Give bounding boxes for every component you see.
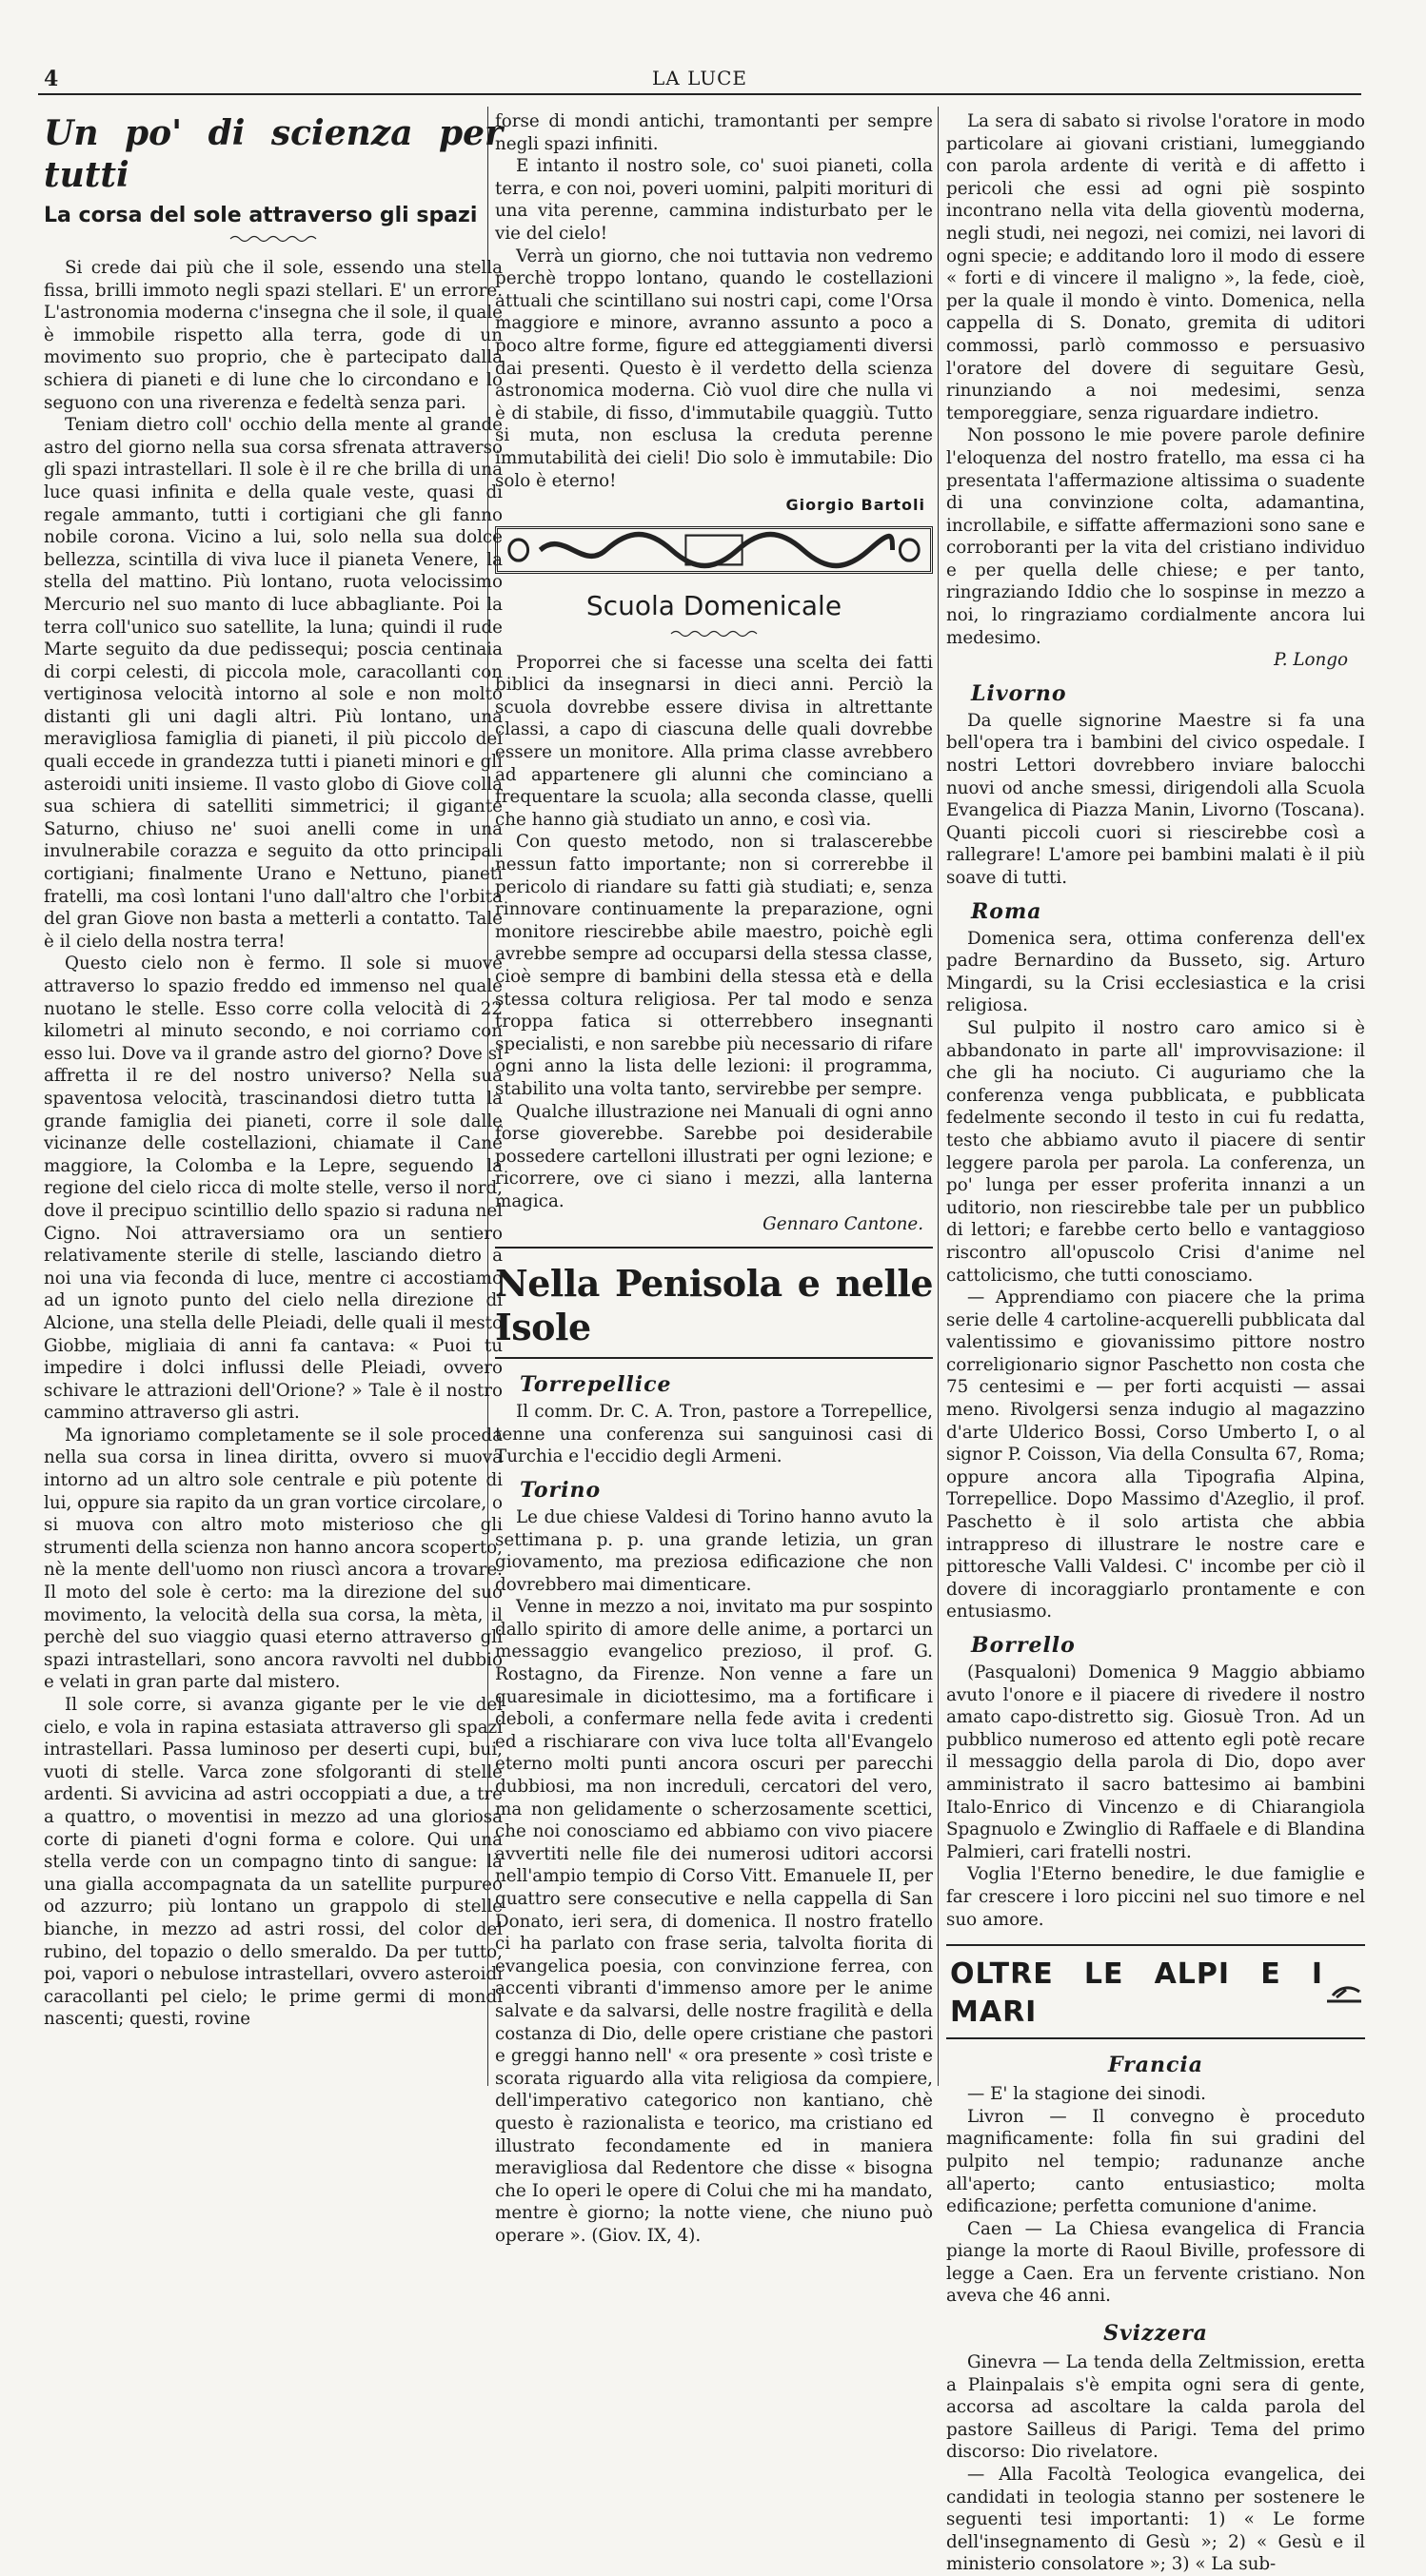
paragraph: Voglia l'Eterno benedire, le due famiglie e far crescere i loro piccini nel suo timore e nel suo amore. <box>946 1864 1365 1930</box>
column-rule <box>938 107 939 2086</box>
paragraph: Verrà un giorno, che noi tuttavia non vedremo perchè troppo lontano, quando le costellazioni attuali che scintillano sui nostri capi, come l'Orsa maggiore e minore, avranno assunto a poco a poco altre forme, figure ed atteggiamenti diversi dai presenti. Questo è il verdetto della scienza astronomica moderna. Ciò vuol dire che nulla vi è di stabile, di fisso, d'immutabile quaggiù. Tutto si muta, non esclusa la creduta perenne immutabilità dei cieli! Dio solo è immutabile: Dio solo è eterno! <box>495 246 933 491</box>
country-heading: Svizzera <box>1103 2321 1208 2347</box>
paragraph: Teniam dietro coll' occhio della mente al grande astro del giorno nella sua corsa sfrenata attraverso gli spazi intrastellari. Il sole è il re che brilla di una luce quasi infinita e della quale veste, quasi di regale ammanto, tutti i cortigiani che gli fanno nobile corona. Vicino a lui, solo nella sua dolce bellezza, scintilla di viva luce il pianeta Venere, la stella del mattino. Più lontano, ruota velocissimo Mercurio nel suo manto di luce abbagliante. Poi la terra coll'unico suo satellite, la luna; quindi il rude Marte seguito da due pedissequi; poscia centinaia di corpi celesti, di piccola mole, caracollanti con vertiginosa velocità intorno al sole e non molto distanti gli uni dagli altri. Più lontano, una meravigliosa famiglia di pianeti, il più piccolo dei quali eccede in grandezza tutti i pianeti minori e gli asteroidi uniti insieme. Il vasto globo di Giove colla sua schiera di satelliti simmetrici; il gigante Saturno, chiuso ne' suoi anelli come in una invulnerabile corazza e seguito da otto principali cortigiani; finalmente Urano e Nettuno, pianeti fratelli, ma così lontani l'uno dall'altro che l'orbita del gran Giove non basta a metterli a contatto. Tale è il cielo della nostra terra! <box>44 415 503 952</box>
paragraph: E intanto il nostro sole, co' suoi pianeti, colla terra, e con noi, poveri uomini, palpiti morituri di una vita perenne, cammina indisturbato per le vie del cielo! <box>495 156 933 244</box>
author-signature: Gennaro Cantone. <box>763 1213 923 1234</box>
banner-title: OLTRE LE ALPI E I MARI <box>950 1957 1323 2030</box>
paragraph: — E' la stagione dei sinodi. <box>967 2084 1206 2105</box>
section-banner <box>946 1944 1365 2039</box>
column-1 <box>44 110 503 2080</box>
paragraph: — Alla Facoltà Teologica evangelica, dei candidati in teologia stanno per sostenere le seguenti tesi importanti: 1) « Le forme dell'insegnamento di Gesù »; 2) « Gesù e il ministerio consolatore »; 3) « La sub- <box>946 2465 1365 2575</box>
paragraph: forse di mondi antichi, tramontanti per sempre negli spazi infiniti. <box>495 111 933 154</box>
section-title: Scuola Domenicale <box>585 589 842 621</box>
ornament-icon <box>498 529 930 571</box>
paragraph: Livron — Il convegno è proceduto magnificamente: folla fin sui gradini del pulpito nel tempio; radunanze anche all'aperto; canto entusiastico; molta edificazione; perfetta comunione d'anime. <box>946 2106 1365 2217</box>
paragraph: Sul pulpito il nostro caro amico si è abbandonato in parte all' improvvisazione: il che gli ha nociuto. Ci auguriamo che la conferenza venga pubblicata, e pubblicata fedelmente secondo il testo in cui fu redatta, testo che abbiamo avuto il piacere di sentir leggere parola per parola. La conferenza, un po' lunga per esser proferita innanzi a un uditorio, non riescirebbe tale per un pubblico di lettori; e farebbe certo bello e vantaggioso riscontro all'opuscolo Crisi d'anime nel cattolicismo, che tutti conosciamo. <box>946 1017 1365 1286</box>
section-heading: Nella Penisola e nelle Isole <box>495 1247 933 1359</box>
paragraph: Il comm. Dr. C. A. Tron, pastore a Torrepellice, tenne una conferenza sui sanguinosi casi di Turchia e l'eccidio degli Armeni. <box>495 1402 933 1467</box>
place-heading: Torrepellice <box>520 1372 672 1398</box>
article-subtitle: La corsa del sole attraverso gli spazi <box>44 204 478 227</box>
column-2 <box>495 110 933 2246</box>
paragraph: Con questo metodo, non si tralascerebbe nessun fatto importante; non si correrebbe il pericolo di riandare su fatti già studiati; e, senza rinnovare continuamente la preparazione, ogni monitore riescirebbe abile maestro, poichè egli avrebbe sempre ad occuparsi della stessa classe, cioè sempre di bambini della stessa età e della stessa coltura religiosa. Per tal modo e senza troppa fatica si otterrebbero insegnanti specialisti, e non sarebbe più necessario di rifare ogni anno la lista delle lezioni: il programma, stabilito una volta tanto, servirebbe per sempre. <box>495 832 933 1099</box>
wavy-divider <box>230 234 316 244</box>
paragraph: Ginevra — La tenda della Zeltmission, eretta a Plainpalais s'è empita ogni sera di gente, accorsa ad ascoltare la calda parola del pastore Sailleus di Parigi. Tema del primo discorso: Dio rivelatore. <box>946 2352 1365 2463</box>
author-signature: Giorgio Bartoli <box>785 496 925 515</box>
article-title: Un po' di scienza per tutti <box>44 113 503 195</box>
place-heading: Torino <box>520 1477 602 1503</box>
paragraph: Il sole corre, si avanza gigante per le vie del cielo, e vola in rapina estasiata attraverso gli spazi intrastellari. Passa luminoso per deserti cupi, bui, vuoti di stelle. Varca zone sfolgoranti di stelle ardenti. Si avvicina ad astri occoppiati a due, a tre a quattro, o moventisi in mezzo ad una gloriosa corte di pianeti d'ogni forma e colore. Qui una stella verde con un compagno tinto di sangue: là una gialla accompagnata da un satellite purpureo od azzurro; più lontano un grappolo di stelle bianche, in mezzo ad astri rossi, del color del rubino, del topazio o dello smeraldo. Da per tutto, poi, vapori o nebulose intrastellari, ovvero asteroidi caracollanti pel cielo; le prime germi di mondi nascenti; questi, rovine <box>44 1695 503 2030</box>
feather-icon <box>1323 1982 1365 2005</box>
paragraph: (Pasqualoni) Domenica 9 Maggio abbiamo avuto l'onore e il piacere di rivedere il nostro amato capo-distretto sig. Giosuè Tron. Ad un pubblico numeroso ed attento egli potè recare il messaggio della parola di Dio, dopo aver amministrato il sacro battesimo ai bambini Italo-Enrico di Vincenzo e di Chiarangiola Spagnuolo e Zwinglio di Raffaele e di Blandina Palmieri, cari fratelli nostri. <box>946 1662 1365 1862</box>
paragraph: Da quelle signorine Maestre si fa una bell'opera tra i bambini del civico ospedale. I nostri Lettori dovrebbero inviare balocchi nuovi od anche smessi, dirigendoli alla Scuola Evangelica di Piazza Manin, Livorno (Toscana). Quanti piccoli cuori si riescirebbe così a rallegrare! L'amore pei bambini malati è il più soave di tutti. <box>946 710 1365 888</box>
paragraph: — Apprendiamo con piacere che la prima serie delle 4 cartoline-acquerelli pubblicata dal valentissimo e giovanissimo pittore nostro correligionario signor Paschetto non costa che 75 centesimi e — per forti acquisti — assai meno. Rivolgersi senza indugio al magazzino d'arte Ulderico Bossi, Corso Umberto I, o al signor P. Coisson, Via della Consulta 67, Roma; oppure ancora alla Tipografia Alpina, Torrepellice. Dopo Massimo d'Azeglio, il prof. Paschetto è il solo artista che abbia intrappreso di illustrare le nostre care e pittoresche Valli Valdesi. C' incombe per ciò il dovere di incoraggiarlo prontamente e con entusiasmo. <box>946 1288 1365 1622</box>
paragraph: Questo cielo non è fermo. Il sole si muove attraverso lo spazio freddo ed immenso nel quale nuotano le stelle. Esso corre colla velocità di 22 kilometri al minuto secondo, e noi corriamo con esso lui. Dove va il grande astro del giorno? Dove si affretta il re del nostro universo? Nella sua spaventosa velocità, trascinandosi dietro tutta la grande famiglia dei pianeti, corre il sole dalle vicinanze delle costellazioni, chiamate il Cane maggiore, la Colomba e la Lepre, seguendo la regione del cielo ricca di molte stelle, verso il nord, dove il precipuo scintillio dello spazio si raduna nel Cigno. Noi attraversiamo ora un sentiero relativamente sterile di stelle, lasciando dietro a noi una via feconda di luce, mentre ci accostiamo ad un ignoto punto del cielo nella direzione di Alcione, una stella delle Pleiadi, delle quali il mesto Giobbe, migliaia di anni fa cantava: « Puoi tu impedire i dolci influssi delle Pleiadi, ovvero schivare le attrazioni dell'Orione? » Tale è il nostro cammino attraverso gli astri. <box>44 954 503 1424</box>
place-heading: Roma <box>971 898 1042 924</box>
paragraph: Non possono le mie povere parole definire l'eloquenza del nostro fratello, ma essa ci ha presentata l'affermazione altissima o suadente di una convinzione colta, adamantina, incrollabile, e siffatte affermazioni sono sane e corroboranti per la vita del cristiano individuo e per quella delle chiese; e per tanto, ringraziando Iddio che lo sospinse in mezzo a noi, lo ringraziamo cordialmente ancora lui medesimo. <box>946 425 1365 648</box>
column-3 <box>946 110 1365 2575</box>
page-number: 4 <box>44 67 59 91</box>
paragraph: Venne in mezzo a noi, invitato ma pur sospinto dallo spirito di amore delle anime, a portarci un messaggio evangelico prezioso, il prof. G. Rostagno, da Firenze. Non venne a fare un quaresimale in diciottesimo, ma a fortificare i deboli, a confermare nella fede avita i credenti ed a rischiarare con viva luce tolta all'Evangelo eterno molti punti ancora oscuri per parecchi dubbiosi, ma non increduli, cercatori del vero, ma non gelidamente o scherzosamente scettici, che noi conosciamo ed abbiamo con vivo piacere avvertiti nelle file dei numerosi uditori accorsi nell'ampio tempio di Corso Vitt. Emanuele II, per quattro sere consecutive e nella cappella di San Donato, ieri sera, di domenica. Il nostro fratello ci ha parlato con frase seria, talvolta fiorita di evangelica poesia, con convinzione ferrea, con accenti vibranti d'immenso amore per le anime salvate e da salvarsi, delle nostre fragilità e della costanza di Dio, delle opere cristiane che pastori e greggi hanno nell' « ora presente » così triste e scorata riguardo alla vita religiosa da compiere, dell'imperativo categorico non kantiano, chè questo è razionalista e teorico, ma cristiano ed illustrato fecondamente ed in maniera meravigliosa dal Redentore che disse « bisogna che Io operi le opere di Colui che mi ha mandato, mentre è giorno; la notte viene, che niuno può operare ». (Giov. IX, 4). <box>495 1597 933 2246</box>
masthead: LA LUCE <box>651 67 748 89</box>
paragraph: Domenica sera, ottima conferenza dell'ex padre Bernardino da Busseto, sig. Arturo Mingardi, su la Crisi ecclesiastica e la crisi religiosa. <box>946 928 1365 1016</box>
paragraph: Ma ignoriamo completamente se il sole proceda nella sua corsa in linea diritta, ovvero si muova intorno ad un altro sole centrale e più potente di lui, oppure sia rapito da un gran vortice circolare, o si muova con altro moto misterioso che gli strumenti della scienza non hanno ancora scoperto, nè la mente dell'uomo non riuscì ancora a trovare. Il moto del sole è certo: ma la direzione del suo movimento, la velocità della sua corsa, la mèta, il perchè del suo viaggio quasi eterno attraverso gli spazi intrastellari, sono ancora ravvolti nel dubbio e velati in gran parte dal mistero. <box>44 1425 503 1693</box>
paragraph: Qualche illustrazione nei Manuali di ogni anno forse gioverebbe. Sarebbe poi desiderabile possedere cartelloni illustrati per ogni lezione; e ricorrere, ove ci siano i mezzi, alla lanterna magica. <box>495 1101 933 1211</box>
wavy-divider <box>671 629 757 639</box>
country-heading: Francia <box>1107 2053 1204 2078</box>
page-header <box>38 69 1361 95</box>
ornamental-band <box>495 526 933 574</box>
author-signature: P. Longo <box>1274 650 1348 671</box>
paragraph: Le due chiese Valdesi di Torino hanno avuto la settimana p. p. una grande letizia, un gran giovamento, ma preziosa edificazione che non dovrebbero mai dimenticare. <box>495 1506 933 1595</box>
paragraph: La sera di sabato si rivolse l'oratore in modo particolare ai giovani cristiani, lumeggiando con parola ardente di verità e di affetto i pericoli che essi ad ogni piè sospinto incontrano nella vita della gioventù moderna, negli studi, nei negozi, nei comizi, nei lavori di ogni specie; e additando loro il modo di essere « forti e di vincere il maligno », la fede, cioè, per la quale il mondo è vinto. Domenica, nella cappella di S. Donato, gremita di uditori commossi, parlò commosso e persuasivo l'oratore del dovere di seguitare Gesù, rinunziando a noi medesimi, senza temporeggiare, senza riguardare indietro. <box>946 111 1365 423</box>
paragraph: Caen — La Chiesa evangelica di Francia piange la morte di Raoul Biville, professore di legge a Caen. Era un fervente cristiano. Non aveva che 46 anni. <box>946 2218 1365 2307</box>
place-heading: Livorno <box>971 680 1067 706</box>
place-heading: Borrello <box>971 1633 1076 1658</box>
paragraph: Proporrei che si facesse una scelta dei fatti biblici da insegnarsi in dieci anni. Perciò la scuola dovrebbe essere divisa in altrettante classi, a capo di ciascuna delle quali dovrebbe essere un monitore. Alla prima classe avrebbero ad appartenere gli alunni che cominciano a frequentare la scuola; alla seconda classe, quelli che hanno già studiato un anno, e così via. <box>495 652 933 830</box>
paragraph: Si crede dai più che il sole, essendo una stella fissa, brilli immoto negli spazi stellari. E' un errore. L'astronomia moderna c'insegna che il sole, il quale è immobile rispetto alla terra, gode di un movimento suo proprio, che è partecipato dalla schiera di pianeti e di lune che lo circondano e lo seguono con una riverenza e fedeltà senza pari. <box>44 258 503 413</box>
